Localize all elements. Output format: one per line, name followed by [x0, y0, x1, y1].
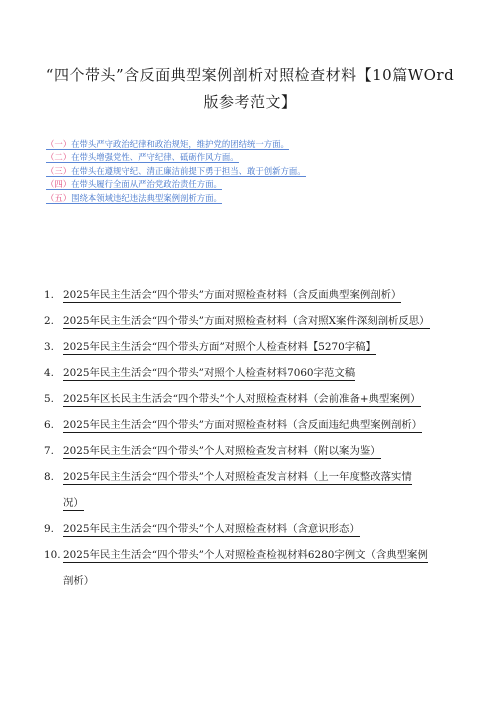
toc-item[interactable] — [46, 178, 466, 191]
toc-item-link[interactable]: 围绕本领域违纪违法典型案例剖析方面。 — [71, 192, 222, 203]
list-item — [44, 393, 464, 406]
list-item — [44, 445, 464, 458]
document-title — [30, 62, 470, 116]
list-item-number: 9. — [44, 523, 54, 535]
list-item-number: 5. — [44, 393, 54, 405]
list-item-number: 4. — [44, 367, 54, 379]
toc-item-number: （四） — [46, 179, 72, 190]
list-item-link[interactable]: 2025年民主生活会“四个带头”对照个人检查材料7060字范文稿 — [63, 367, 356, 379]
list-item-link[interactable]: 2025年民主生活会“四个带头”个人对照检查发言材料（附以案为鉴） — [63, 445, 381, 457]
toc-item[interactable] — [46, 165, 466, 178]
toc-item-number: （一） — [46, 139, 72, 149]
list-item — [44, 471, 464, 510]
toc-item-link[interactable]: 在带头履行全面从严治党政治责任方面。 — [71, 179, 222, 190]
list-item-link[interactable]: 2025年民主生活会“四个带头”个人对照检查检视材料6280字例文（含典型案例 — [63, 549, 428, 561]
list-item — [44, 315, 464, 328]
toc-item[interactable] — [46, 192, 466, 205]
list-item-link-continued[interactable]: 况） — [63, 497, 84, 509]
list-item-number: 8. — [44, 471, 54, 483]
list-item — [44, 523, 464, 536]
list-item-link[interactable]: 2025年民主生活会“四个带头”方面对照检查材料（含对照X案件深刻剖析反思） — [63, 315, 430, 327]
toc-item-link[interactable]: 在带头严守政治纪律和政治规矩，维护党的团结统一方面。 — [71, 139, 289, 149]
title-line-1: “四个带头”含反面典型案例剖析对照检查材料【10篇WOrd — [45, 66, 455, 84]
list-item-number: 7. — [44, 445, 54, 457]
document-list — [44, 289, 464, 588]
list-item — [44, 367, 464, 380]
list-item-link[interactable]: 2025年民主生活会“四个带头方面”对照个人检查材料【5270字稿】 — [63, 341, 376, 353]
toc-item-link[interactable]: 在带头增强党性、严守纪律、砥砺作风方面。 — [71, 152, 239, 163]
table-of-contents — [46, 138, 466, 205]
list-item-number: 6. — [44, 419, 54, 431]
list-item — [44, 341, 464, 354]
list-item-link[interactable]: 2025年民主生活会“四个带头”个人对照检查发言材料（上一年度整改落实情 — [63, 471, 412, 483]
list-item — [44, 289, 464, 302]
list-item-number: 1. — [44, 289, 54, 301]
toc-item[interactable] — [46, 151, 466, 164]
list-item-link[interactable]: 2025年民主生活会“四个带头”个人对照检查材料（含意识形态） — [63, 523, 360, 535]
toc-item-number: （三） — [46, 165, 72, 176]
toc-item-number: （五） — [46, 192, 72, 203]
list-item-link[interactable]: 2025年民主生活会“四个带头”方面对照检查材料（含反面违纪典型案例剖析） — [63, 419, 423, 431]
toc-item[interactable] — [46, 138, 466, 151]
list-item — [44, 419, 464, 432]
list-item-link[interactable]: 2025年区长民主生活会“四个带头”个人对照检查材料（会前准备+典型案例） — [63, 393, 421, 405]
list-item — [44, 549, 464, 588]
list-item-number: 2. — [44, 315, 54, 327]
list-item-number: 10. — [44, 549, 61, 561]
toc-item-link[interactable]: 在带头在遵规守纪、清正廉洁前提下勇于担当、敢于创新方面。 — [71, 165, 306, 176]
list-item-number: 3. — [44, 341, 54, 353]
list-item-link-continued[interactable]: 剖析） — [63, 575, 95, 587]
list-item-link[interactable]: 2025年民主生活会“四个带头”方面对照检查材料（含反面典型案例剖析） — [63, 289, 402, 301]
toc-item-number: （二） — [46, 152, 72, 163]
title-line-2: 版参考范文】 — [203, 93, 297, 111]
